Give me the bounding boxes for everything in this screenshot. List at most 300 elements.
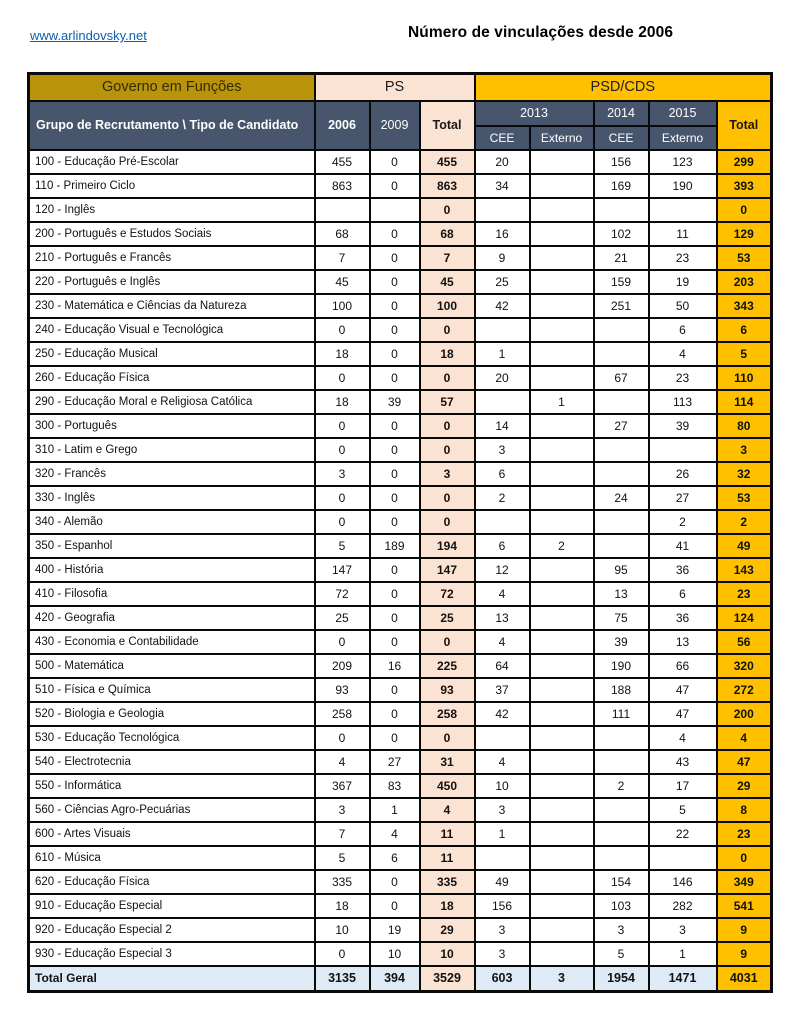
table-row: [29, 174, 772, 198]
table-row: [29, 198, 772, 222]
table-cell: 143: [717, 558, 772, 582]
table-cell: [594, 510, 649, 534]
table-cell: [530, 462, 594, 486]
row-label: 230 - Matemática e Ciências da Natureza: [29, 294, 315, 318]
table-cell: 2: [649, 510, 717, 534]
table-cell: [530, 678, 594, 702]
row-label: 290 - Educação Moral e Religiosa Católica: [29, 390, 315, 414]
table-cell: 0: [420, 510, 475, 534]
row-label: 320 - Francês: [29, 462, 315, 486]
row-label: 430 - Economia e Contabilidade: [29, 630, 315, 654]
table-row: [29, 942, 772, 966]
table-cell: 299: [717, 150, 772, 174]
table-cell: [530, 870, 594, 894]
table-cell: 0: [370, 150, 420, 174]
table-cell: [530, 702, 594, 726]
table-cell: [530, 198, 594, 222]
row-label: 550 - Informática: [29, 774, 315, 798]
header-2015: 2015: [649, 101, 717, 126]
table-cell: 11: [420, 822, 475, 846]
table-cell: 6: [475, 534, 530, 558]
table-cell: 47: [649, 678, 717, 702]
table-row: [29, 870, 772, 894]
row-label: 530 - Educação Tecnológica: [29, 726, 315, 750]
table-cell: 50: [649, 294, 717, 318]
table-cell: [530, 366, 594, 390]
header-group-row: [29, 74, 772, 101]
table-cell: 23: [649, 246, 717, 270]
table-cell: 4: [315, 750, 370, 774]
table-cell: 5: [649, 798, 717, 822]
table-cell: 0: [315, 366, 370, 390]
table-cell: 0: [370, 678, 420, 702]
table-cell: 12: [475, 558, 530, 582]
table-cell: 27: [649, 486, 717, 510]
table-cell: 0: [370, 486, 420, 510]
header-2009: 2009: [370, 101, 420, 150]
row-label: 600 - Artes Visuais: [29, 822, 315, 846]
row-label: 310 - Latim e Grego: [29, 438, 315, 462]
table-cell: [530, 726, 594, 750]
table-cell: 0: [315, 726, 370, 750]
table-cell: 4: [649, 726, 717, 750]
table-cell: 34: [475, 174, 530, 198]
table-cell: 2: [475, 486, 530, 510]
row-label: 350 - Espanhol: [29, 534, 315, 558]
table-row: [29, 414, 772, 438]
table-cell: 156: [475, 894, 530, 918]
table-cell: 29: [717, 774, 772, 798]
table-cell: 0: [420, 318, 475, 342]
table-cell: [594, 534, 649, 558]
table-cell: 335: [315, 870, 370, 894]
table-cell: [530, 582, 594, 606]
table-cell: 10: [475, 774, 530, 798]
table-cell: 6: [370, 846, 420, 870]
row-label: 340 - Alemão: [29, 510, 315, 534]
header-cee-2013: CEE: [475, 126, 530, 150]
table-cell: 4: [420, 798, 475, 822]
table-cell: 23: [717, 822, 772, 846]
table-row: [29, 534, 772, 558]
row-label: 110 - Primeiro Ciclo: [29, 174, 315, 198]
table-cell: 0: [370, 318, 420, 342]
table-cell: [530, 414, 594, 438]
table-cell: 10: [370, 942, 420, 966]
row-label: 210 - Português e Francês: [29, 246, 315, 270]
table-cell: [530, 894, 594, 918]
table-cell: 80: [717, 414, 772, 438]
table-cell: 113: [649, 390, 717, 414]
table-cell: 3: [475, 918, 530, 942]
header-grupo-recrutamento: Grupo de Recrutamento \ Tipo de Candidato: [29, 101, 315, 150]
table-cell: 53: [717, 486, 772, 510]
row-label: 240 - Educação Visual e Tecnológica: [29, 318, 315, 342]
row-label: 410 - Filosofia: [29, 582, 315, 606]
header-psd-total: Total: [717, 101, 772, 150]
table-cell: [530, 246, 594, 270]
table-cell: 0: [370, 366, 420, 390]
table-cell: 3: [315, 462, 370, 486]
table-cell: [475, 390, 530, 414]
table-cell: 20: [475, 366, 530, 390]
table-cell: 159: [594, 270, 649, 294]
table-cell: 25: [315, 606, 370, 630]
row-label: 930 - Educação Especial 3: [29, 942, 315, 966]
table-cell: 10: [420, 942, 475, 966]
table-cell: 1: [475, 822, 530, 846]
table-cell: 67: [594, 366, 649, 390]
table-cell: 6: [475, 462, 530, 486]
table-cell: 3: [420, 462, 475, 486]
table-cell: 450: [420, 774, 475, 798]
table-cell: 124: [717, 606, 772, 630]
table-row: [29, 558, 772, 582]
table-row: [29, 822, 772, 846]
table-cell: 3: [530, 966, 594, 992]
header-2006: 2006: [315, 101, 370, 150]
table-cell: 3: [315, 798, 370, 822]
table-cell: [594, 390, 649, 414]
table-cell: 29: [420, 918, 475, 942]
table-cell: 13: [594, 582, 649, 606]
table-cell: 394: [370, 966, 420, 992]
table-row: [29, 390, 772, 414]
table-cell: 4: [370, 822, 420, 846]
table-cell: 0: [370, 894, 420, 918]
table-cell: 0: [315, 318, 370, 342]
row-label: 260 - Educação Física: [29, 366, 315, 390]
table-cell: 393: [717, 174, 772, 198]
header-governo-em-funcoes: Governo em Funções: [29, 74, 315, 101]
table-cell: [594, 342, 649, 366]
table-row: [29, 582, 772, 606]
table-cell: 343: [717, 294, 772, 318]
table-cell: 24: [594, 486, 649, 510]
table-cell: 200: [717, 702, 772, 726]
table-cell: 2: [717, 510, 772, 534]
table-row: [29, 798, 772, 822]
table-cell: 1471: [649, 966, 717, 992]
table-cell: 320: [717, 654, 772, 678]
table-cell: [475, 726, 530, 750]
table-cell: [530, 486, 594, 510]
table-cell: 209: [315, 654, 370, 678]
table-cell: [315, 198, 370, 222]
table-cell: [530, 150, 594, 174]
table-cell: 93: [315, 678, 370, 702]
table-cell: 225: [420, 654, 475, 678]
table-cell: 7: [420, 246, 475, 270]
table-row: [29, 342, 772, 366]
table-cell: 6: [717, 318, 772, 342]
table-cell: 13: [649, 630, 717, 654]
row-label: 500 - Matemática: [29, 654, 315, 678]
table-cell: [594, 462, 649, 486]
row-label: 120 - Inglês: [29, 198, 315, 222]
table-cell: 156: [594, 150, 649, 174]
table-cell: [594, 846, 649, 870]
table-cell: 23: [717, 582, 772, 606]
table-cell: [475, 846, 530, 870]
table-cell: 146: [649, 870, 717, 894]
table-cell: 7: [315, 822, 370, 846]
table-row: [29, 894, 772, 918]
table-cell: 103: [594, 894, 649, 918]
table-cell: 4: [475, 630, 530, 654]
table-cell: [530, 846, 594, 870]
table-cell: 39: [649, 414, 717, 438]
table-cell: [530, 318, 594, 342]
table-cell: 0: [370, 270, 420, 294]
table-cell: 0: [370, 726, 420, 750]
row-label: 400 - História: [29, 558, 315, 582]
table-cell: [530, 174, 594, 198]
table-row: [29, 366, 772, 390]
table-cell: [649, 846, 717, 870]
table-cell: 45: [420, 270, 475, 294]
table-cell: 1: [475, 342, 530, 366]
table-cell: 147: [420, 558, 475, 582]
table-cell: 7: [315, 246, 370, 270]
table-cell: 0: [315, 486, 370, 510]
table-cell: [530, 438, 594, 462]
table-cell: 3: [475, 798, 530, 822]
table-cell: 603: [475, 966, 530, 992]
table-cell: [530, 222, 594, 246]
table-cell: 0: [420, 366, 475, 390]
table-row: [29, 774, 772, 798]
table-cell: 2: [530, 534, 594, 558]
table-cell: 5: [315, 534, 370, 558]
table-cell: 4031: [717, 966, 772, 992]
table-cell: [475, 318, 530, 342]
table-cell: 25: [420, 606, 475, 630]
table-cell: 1: [649, 942, 717, 966]
table-cell: 16: [370, 654, 420, 678]
table-cell: 83: [370, 774, 420, 798]
header-ps: PS: [315, 74, 475, 101]
table-cell: [530, 270, 594, 294]
total-row: [29, 966, 772, 992]
table-row: [29, 318, 772, 342]
row-label: 540 - Electrotecnia: [29, 750, 315, 774]
table-row: [29, 294, 772, 318]
table-cell: 39: [370, 390, 420, 414]
table-cell: 455: [315, 150, 370, 174]
table-row: [29, 918, 772, 942]
table-cell: 455: [420, 150, 475, 174]
table-cell: [594, 798, 649, 822]
table-cell: 5: [717, 342, 772, 366]
table-cell: 4: [475, 582, 530, 606]
table-cell: [530, 558, 594, 582]
table-cell: 349: [717, 870, 772, 894]
table-cell: [530, 798, 594, 822]
top-bar: [0, 0, 796, 72]
table-row: [29, 678, 772, 702]
table-cell: 258: [420, 702, 475, 726]
table-cell: [530, 654, 594, 678]
row-label: 100 - Educação Pré-Escolar: [29, 150, 315, 174]
table-cell: 0: [370, 414, 420, 438]
row-label: 560 - Ciências Agro-Pecuárias: [29, 798, 315, 822]
table-cell: [530, 942, 594, 966]
table-cell: 75: [594, 606, 649, 630]
table-cell: 0: [370, 870, 420, 894]
table-cell: 9: [475, 246, 530, 270]
header-externo-2015: Externo: [649, 126, 717, 150]
row-label: 920 - Educação Especial 2: [29, 918, 315, 942]
table-cell: 41: [649, 534, 717, 558]
table-cell: 19: [370, 918, 420, 942]
table-cell: 0: [370, 510, 420, 534]
table-cell: [530, 510, 594, 534]
table-cell: 0: [370, 606, 420, 630]
table-row: [29, 510, 772, 534]
table-cell: [594, 318, 649, 342]
table-cell: [475, 198, 530, 222]
table-cell: 64: [475, 654, 530, 678]
table-cell: 190: [649, 174, 717, 198]
row-label: 300 - Português: [29, 414, 315, 438]
table-cell: 258: [315, 702, 370, 726]
table-cell: 0: [370, 342, 420, 366]
table-cell: 9: [717, 918, 772, 942]
table-cell: 18: [315, 894, 370, 918]
table-cell: 18: [315, 390, 370, 414]
table-cell: 6: [649, 582, 717, 606]
header-2014: 2014: [594, 101, 649, 126]
table-cell: 0: [717, 846, 772, 870]
table-cell: 36: [649, 606, 717, 630]
table-cell: 194: [420, 534, 475, 558]
table-cell: [475, 510, 530, 534]
table-cell: 68: [420, 222, 475, 246]
row-label: 200 - Português e Estudos Sociais: [29, 222, 315, 246]
table-cell: 147: [315, 558, 370, 582]
table-cell: 203: [717, 270, 772, 294]
table-cell: 4: [475, 750, 530, 774]
table-cell: 16: [475, 222, 530, 246]
table-body: [29, 150, 772, 992]
table-cell: [530, 630, 594, 654]
table-cell: 14: [475, 414, 530, 438]
table-cell: 541: [717, 894, 772, 918]
table-cell: 1: [370, 798, 420, 822]
row-label: 330 - Inglês: [29, 486, 315, 510]
table-cell: 72: [420, 582, 475, 606]
table-cell: [530, 750, 594, 774]
table-cell: 20: [475, 150, 530, 174]
table-cell: 1: [530, 390, 594, 414]
table-cell: 100: [420, 294, 475, 318]
row-label: 910 - Educação Especial: [29, 894, 315, 918]
table-cell: 272: [717, 678, 772, 702]
table-cell: [594, 822, 649, 846]
table-cell: 47: [649, 702, 717, 726]
table-cell: 0: [315, 630, 370, 654]
table-cell: 0: [315, 438, 370, 462]
table-cell: 53: [717, 246, 772, 270]
table-row: [29, 438, 772, 462]
table-cell: 5: [594, 942, 649, 966]
table-cell: 27: [594, 414, 649, 438]
site-link[interactable]: www.arlindovsky.net: [30, 28, 147, 43]
table-cell: 45: [315, 270, 370, 294]
table-cell: 0: [370, 222, 420, 246]
table-cell: 0: [420, 726, 475, 750]
table-cell: 0: [370, 438, 420, 462]
table-cell: 0: [370, 702, 420, 726]
table-cell: 42: [475, 702, 530, 726]
table-cell: 3135: [315, 966, 370, 992]
table-cell: 32: [717, 462, 772, 486]
table-cell: 39: [594, 630, 649, 654]
row-label: 620 - Educação Física: [29, 870, 315, 894]
table-cell: 102: [594, 222, 649, 246]
table-cell: 47: [717, 750, 772, 774]
table-row: [29, 270, 772, 294]
table-cell: 0: [420, 198, 475, 222]
table-cell: 110: [717, 366, 772, 390]
table-cell: 189: [370, 534, 420, 558]
table-row: [29, 726, 772, 750]
table-cell: 37: [475, 678, 530, 702]
table-cell: 23: [649, 366, 717, 390]
table-cell: 6: [649, 318, 717, 342]
table-cell: 27: [370, 750, 420, 774]
table-cell: 11: [420, 846, 475, 870]
table-cell: 5: [315, 846, 370, 870]
page-title: Número de vinculações desde 2006: [408, 24, 674, 41]
table-row: [29, 486, 772, 510]
table-cell: [594, 750, 649, 774]
table-cell: [530, 918, 594, 942]
table-cell: 42: [475, 294, 530, 318]
table-cell: [594, 726, 649, 750]
header-2013: 2013: [475, 101, 594, 126]
table-cell: 31: [420, 750, 475, 774]
table-cell: 0: [370, 174, 420, 198]
table-cell: 8: [717, 798, 772, 822]
table-cell: 251: [594, 294, 649, 318]
table-cell: 0: [370, 246, 420, 270]
table-cell: 169: [594, 174, 649, 198]
table-cell: 3: [594, 918, 649, 942]
table-cell: 0: [370, 462, 420, 486]
table-cell: 2: [594, 774, 649, 798]
table-cell: 188: [594, 678, 649, 702]
table-row: [29, 606, 772, 630]
table-cell: 95: [594, 558, 649, 582]
table-cell: 0: [315, 510, 370, 534]
table-cell: 3: [475, 438, 530, 462]
row-label: 520 - Biologia e Geologia: [29, 702, 315, 726]
table-cell: 36: [649, 558, 717, 582]
table-cell: 72: [315, 582, 370, 606]
table-cell: [649, 198, 717, 222]
table-cell: 0: [315, 942, 370, 966]
table-cell: 17: [649, 774, 717, 798]
table-cell: [530, 822, 594, 846]
table-cell: 3: [475, 942, 530, 966]
table-cell: 22: [649, 822, 717, 846]
table-cell: 863: [315, 174, 370, 198]
table-cell: 57: [420, 390, 475, 414]
row-label: 610 - Música: [29, 846, 315, 870]
table-cell: 43: [649, 750, 717, 774]
